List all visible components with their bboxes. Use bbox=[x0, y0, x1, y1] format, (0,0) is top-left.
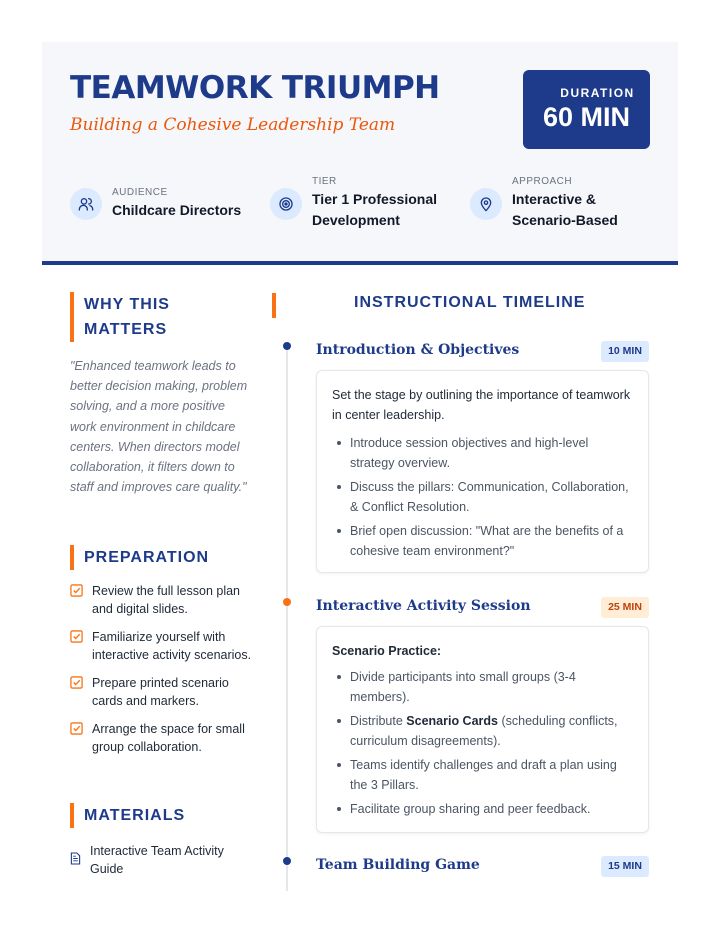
list-item bbox=[332, 711, 633, 751]
duration-label: DURATION bbox=[560, 86, 635, 100]
timeline-heading-text: INSTRUCTIONAL TIMELINE bbox=[354, 294, 586, 311]
card-bullets bbox=[332, 667, 633, 819]
list-item bbox=[70, 674, 255, 710]
why-heading-line1: WHY THIS bbox=[84, 296, 170, 313]
duration-value: 60 MIN bbox=[542, 102, 631, 132]
checkbox-icon bbox=[70, 584, 83, 597]
meta-value-approach-2: Scenario-Based bbox=[512, 212, 618, 228]
timeline-dot bbox=[283, 342, 291, 350]
list-item: Introduce session objectives and high-level strategy overview. bbox=[332, 433, 633, 473]
meta-label-approach: APPROACH bbox=[512, 176, 573, 187]
duration-badge: 15 MIN bbox=[601, 856, 649, 877]
prep-item-text: Familiarize yourself with interactive activity scenarios. bbox=[92, 630, 252, 662]
page-title: TEAMWORK TRIUMPH bbox=[70, 70, 440, 106]
timeline-item-title: Team Building Game bbox=[316, 857, 480, 873]
timeline-dot bbox=[283, 857, 291, 865]
why-quote: "Enhanced teamwork leads to better decision making, problem solving, and a more positive work environment in childcare centers. When directors model collaboration, it filters down to staff and improves care quality." bbox=[70, 359, 248, 495]
why-heading bbox=[70, 292, 170, 342]
material-item bbox=[70, 842, 255, 878]
document-icon bbox=[70, 852, 81, 865]
meta-value-audience: Childcare Directors bbox=[112, 202, 242, 218]
map-pin-icon bbox=[470, 188, 502, 220]
list-item: Facilitate group sharing and peer feedback. bbox=[332, 799, 633, 819]
timeline-dot bbox=[283, 598, 291, 606]
list-item: Teams identify challenges and draft a plan using the 3 Pillars. bbox=[332, 755, 633, 795]
checkbox-icon bbox=[70, 630, 83, 643]
timeline-line bbox=[286, 346, 288, 891]
card-intro: Set the stage by outlining the importance of teamwork in center leadership. bbox=[332, 388, 631, 422]
checkbox-icon bbox=[70, 676, 83, 689]
list-item: Divide participants into small groups (3-4 members). bbox=[332, 667, 633, 707]
target-icon bbox=[270, 188, 302, 220]
list-item: Brief open discussion: "What are the benefits of a cohesive team environment?" bbox=[332, 521, 633, 561]
prep-item-text: Prepare printed scenario cards and markers. bbox=[92, 676, 229, 708]
list-item: Discuss the pillars: Communication, Collaboration, & Conflict Resolution. bbox=[332, 477, 633, 517]
meta-value-tier-2: Development bbox=[312, 212, 400, 228]
bullet-bold: Scenario Cards bbox=[406, 714, 498, 728]
duration-badge: 25 MIN bbox=[601, 597, 649, 618]
preparation-list bbox=[70, 582, 255, 766]
bullet-prefix: Distribute bbox=[350, 714, 403, 728]
preparation-heading: PREPARATION bbox=[70, 545, 209, 570]
bullet-rest: (scheduling conflicts, curriculum disagreements). bbox=[350, 714, 618, 748]
material-item-text: Interactive Team Activity Guide bbox=[90, 844, 224, 876]
header-panel bbox=[42, 42, 678, 262]
meta-value-tier-1: Tier 1 Professional bbox=[312, 191, 438, 207]
duration-badge: 10 MIN bbox=[601, 341, 649, 362]
list-item bbox=[70, 628, 255, 664]
prep-item-text: Review the full lesson plan and digital slides. bbox=[92, 584, 240, 616]
list-item bbox=[70, 582, 255, 618]
materials-heading: MATERIALS bbox=[70, 803, 185, 828]
timeline-heading bbox=[272, 293, 652, 318]
users-icon bbox=[70, 188, 102, 220]
meta-label-audience: AUDIENCE bbox=[112, 187, 168, 198]
timeline-card bbox=[316, 626, 649, 833]
card-bullets bbox=[332, 433, 633, 561]
why-heading-line2: MATTERS bbox=[84, 321, 168, 338]
timeline-card bbox=[316, 370, 649, 573]
meta-label-tier: TIER bbox=[312, 176, 337, 187]
card-intro: Scenario Practice: bbox=[332, 644, 442, 658]
page-subtitle: Building a Cohesive Leadership Team bbox=[70, 115, 396, 135]
meta-value-approach-1: Interactive & bbox=[512, 191, 597, 207]
checkbox-icon bbox=[70, 722, 83, 735]
list-item bbox=[70, 720, 255, 756]
prep-item-text: Arrange the space for small group collaboration. bbox=[92, 722, 245, 754]
timeline-item-title: Introduction & Objectives bbox=[316, 342, 520, 358]
header-divider bbox=[42, 261, 678, 265]
duration-box bbox=[523, 70, 650, 149]
timeline-item-title: Interactive Activity Session bbox=[316, 598, 531, 614]
